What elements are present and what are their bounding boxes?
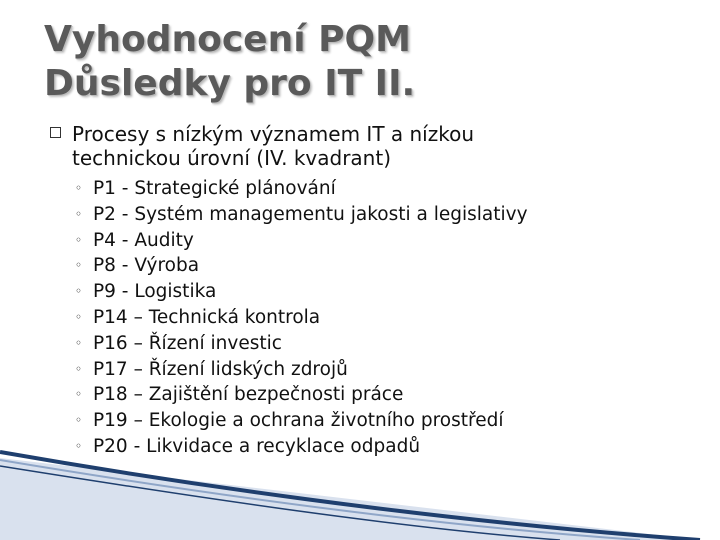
circle-bullet-icon: ◦ bbox=[75, 181, 83, 195]
title-line-1: Vyhodnocení PQM bbox=[44, 19, 411, 60]
process-list bbox=[75, 176, 528, 460]
process-item-text: P2 - Systém managementu jakosti a legislativy bbox=[93, 203, 528, 225]
process-item-text: P17 – Řízení lidských zdrojů bbox=[93, 358, 348, 380]
process-list-item bbox=[75, 228, 528, 254]
slide-title bbox=[44, 18, 415, 106]
process-list-item bbox=[75, 357, 528, 383]
circle-bullet-icon: ◦ bbox=[75, 284, 83, 299]
process-item-text: P14 – Technická kontrola bbox=[93, 306, 321, 328]
square-bullet-icon bbox=[50, 127, 61, 138]
circle-bullet-icon: ◦ bbox=[75, 438, 83, 453]
process-list-item bbox=[75, 305, 528, 331]
process-list-item bbox=[75, 382, 528, 408]
main-bullet-text bbox=[72, 122, 474, 170]
circle-bullet-icon: ◦ bbox=[75, 232, 83, 247]
process-list-item bbox=[75, 279, 528, 305]
circle-bullet-icon: ◦ bbox=[75, 335, 83, 350]
circle-bullet-icon: ◦ bbox=[75, 258, 83, 273]
circle-bullet-icon: ◦ bbox=[75, 206, 83, 221]
circle-bullet-icon: ◦ bbox=[75, 309, 83, 324]
circle-bullet-icon: ◦ bbox=[75, 387, 83, 402]
process-list-item bbox=[75, 331, 528, 357]
slide-decoration bbox=[0, 450, 720, 540]
process-list-item bbox=[75, 408, 528, 434]
main-bullet-line-1: Procesy s nízkým významem IT a nízkou bbox=[72, 122, 475, 146]
process-item-text: P19 – Ekologie a ochrana životního prostředí bbox=[93, 410, 504, 432]
process-item-text: P18 – Zajištění bezpečnosti práce bbox=[93, 384, 404, 406]
process-list-item bbox=[75, 202, 528, 228]
process-item-text: P20 - Likvidace a recyklace odpadů bbox=[93, 435, 421, 457]
circle-bullet-icon: ◦ bbox=[75, 413, 83, 428]
title-line-2: Důsledky pro IT II. bbox=[44, 63, 416, 104]
process-list-item bbox=[75, 176, 528, 202]
main-bullet-line-2: technickou úrovní (IV. kvadrant) bbox=[72, 146, 391, 170]
process-item-text: P16 – Řízení investic bbox=[93, 332, 282, 354]
circle-bullet-icon: ◦ bbox=[75, 361, 83, 376]
process-item-text: P8 - Výroba bbox=[93, 255, 200, 277]
process-list-item bbox=[75, 253, 528, 279]
process-item-text: P4 - Audity bbox=[93, 229, 194, 251]
process-item-text: P9 - Logistika bbox=[93, 281, 217, 303]
process-item-text: P1 - Strategické plánování bbox=[93, 178, 336, 199]
